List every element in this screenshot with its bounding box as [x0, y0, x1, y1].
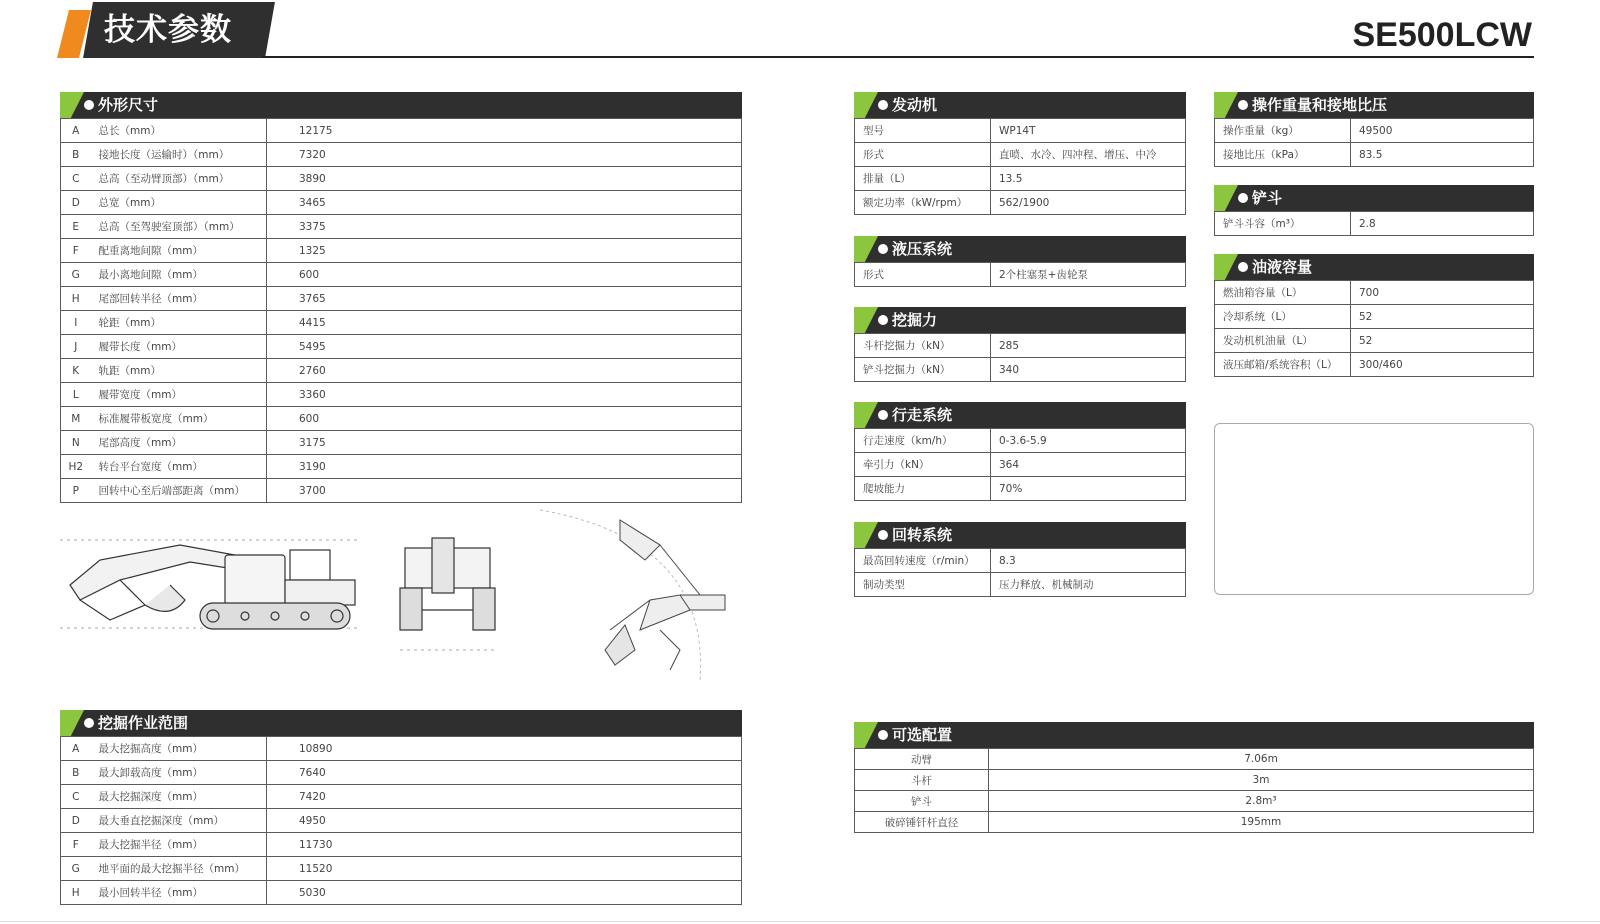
- row-letter: M: [61, 407, 91, 431]
- bullet-icon: [878, 410, 888, 420]
- row-value: 3465: [267, 191, 742, 215]
- row-value: 3375: [267, 215, 742, 239]
- table-row: [61, 359, 742, 383]
- row-letter: L: [61, 383, 91, 407]
- section-title: 操作重量和接地比压: [1252, 96, 1388, 114]
- row-label: 操作重量（kg）: [1215, 119, 1351, 143]
- section-title: 外形尺寸: [98, 96, 159, 114]
- row-label: 回转中心至后端部距离（mm）: [91, 479, 267, 503]
- row-label: 爬坡能力: [855, 477, 991, 501]
- row-label: 接地比压（kPa）: [1215, 143, 1351, 167]
- table-row: [855, 119, 1186, 143]
- row-letter: B: [61, 761, 91, 785]
- row-letter: H2: [61, 455, 91, 479]
- dims-table: [60, 118, 742, 503]
- table-row: [855, 143, 1186, 167]
- table-row: [61, 431, 742, 455]
- row-letter: A: [61, 737, 91, 761]
- bullet-icon: [1238, 262, 1248, 272]
- table-row: [855, 549, 1186, 573]
- row-label: 转台平台宽度（mm）: [91, 455, 267, 479]
- section-header-force: [854, 307, 1186, 333]
- section-accent: [854, 402, 878, 428]
- row-label: 总宽（mm）: [91, 191, 267, 215]
- table-row: [61, 239, 742, 263]
- row-letter: F: [61, 833, 91, 857]
- table-row: [1215, 305, 1534, 329]
- row-label: 行走速度（km/h）: [855, 429, 991, 453]
- row-value: 直喷、水冷、四冲程、增压、中冷: [991, 143, 1186, 167]
- row-value: 3890: [267, 167, 742, 191]
- table-row: [855, 477, 1186, 501]
- bullet-icon: [878, 244, 888, 254]
- empty-panel: [1214, 423, 1534, 595]
- section-title: 挖掘力: [892, 311, 938, 329]
- table-row: [855, 573, 1186, 597]
- row-value: 13.5: [991, 167, 1186, 191]
- bucket-table: [1214, 211, 1534, 236]
- row-label: 型号: [855, 119, 991, 143]
- bullet-icon: [878, 100, 888, 110]
- page-header: [0, 0, 1600, 60]
- bullet-icon: [1238, 193, 1248, 203]
- row-label: 形式: [855, 143, 991, 167]
- weight-table: [1214, 118, 1534, 167]
- row-value: 3360: [267, 383, 742, 407]
- row-value: 364: [991, 453, 1186, 477]
- row-label: 冷却系统（L）: [1215, 305, 1351, 329]
- table-row: [61, 119, 742, 143]
- section-accent: [1214, 92, 1238, 118]
- row-value: 300/460: [1351, 353, 1534, 377]
- bullet-icon: [84, 100, 94, 110]
- row-value: 0-3.6-5.9: [991, 429, 1186, 453]
- row-value: 8.3: [991, 549, 1186, 573]
- row-value: 1325: [267, 239, 742, 263]
- section-title: 挖掘作业范围: [98, 714, 189, 732]
- row-letter: N: [61, 431, 91, 455]
- section-accent: [1214, 254, 1238, 280]
- row-label: 铲斗: [855, 791, 989, 812]
- table-row: [61, 761, 742, 785]
- table-row: [855, 749, 1534, 770]
- table-row: [855, 191, 1186, 215]
- row-value: 600: [267, 407, 742, 431]
- row-value: 70%: [991, 477, 1186, 501]
- table-row: [61, 809, 742, 833]
- engine-table: [854, 118, 1186, 215]
- travel-table: [854, 428, 1186, 501]
- row-label: 地平面的最大挖掘半径（mm）: [91, 857, 267, 881]
- row-value: 4950: [267, 809, 742, 833]
- row-letter: B: [61, 143, 91, 167]
- bullet-icon: [878, 730, 888, 740]
- section-title: 行走系统: [892, 406, 953, 424]
- table-row: [61, 479, 742, 503]
- row-label: 形式: [855, 263, 991, 287]
- row-label: 轨距（mm）: [91, 359, 267, 383]
- row-value: 11730: [267, 833, 742, 857]
- section-accent: [60, 92, 84, 118]
- row-value: 7.06m: [989, 749, 1534, 770]
- row-label: 斗杆挖掘力（kN）: [855, 334, 991, 358]
- range-table: [60, 736, 742, 905]
- row-value: 49500: [1351, 119, 1534, 143]
- table-row: [61, 167, 742, 191]
- section-title: 回转系统: [892, 526, 953, 544]
- section-header-options: [854, 722, 1534, 748]
- section-accent: [854, 92, 878, 118]
- row-label: 液压邮箱/系统容积（L）: [1215, 353, 1351, 377]
- row-label: 破碎锤钎杆直径: [855, 812, 989, 833]
- model-name: SE500LCW: [1352, 16, 1532, 54]
- row-letter: I: [61, 311, 91, 335]
- table-row: [61, 191, 742, 215]
- row-label: 铲斗斗容（m³）: [1215, 212, 1351, 236]
- row-label: 总高（至动臂顶部）（mm）: [91, 167, 267, 191]
- row-value: 3765: [267, 287, 742, 311]
- table-row: [1215, 353, 1534, 377]
- section-header-dims: [60, 92, 742, 118]
- table-row: [1215, 212, 1534, 236]
- table-row: [61, 383, 742, 407]
- row-letter: J: [61, 335, 91, 359]
- row-value: 2.8: [1351, 212, 1534, 236]
- row-label: 最大卸载高度（mm）: [91, 761, 267, 785]
- section-title: 可选配置: [892, 726, 953, 744]
- row-value: 3175: [267, 431, 742, 455]
- table-row: [855, 429, 1186, 453]
- table-row: [61, 833, 742, 857]
- section-header-engine: [854, 92, 1186, 118]
- row-value: 4415: [267, 311, 742, 335]
- row-value: 5030: [267, 881, 742, 905]
- row-label: 排量（L）: [855, 167, 991, 191]
- row-value: 700: [1351, 281, 1534, 305]
- row-label: 履带长度（mm）: [91, 335, 267, 359]
- hydraulic-table: [854, 262, 1186, 287]
- table-row: [1215, 281, 1534, 305]
- section-title: 油液容量: [1252, 258, 1313, 276]
- row-label: 燃油箱容量（L）: [1215, 281, 1351, 305]
- row-label: 接地长度（运输时）（mm）: [91, 143, 267, 167]
- excavator-front-view-icon: [400, 538, 496, 650]
- row-letter: P: [61, 479, 91, 503]
- section-header-travel: [854, 402, 1186, 428]
- row-label: 配重离地间隙（mm）: [91, 239, 267, 263]
- row-letter: D: [61, 191, 91, 215]
- row-value: 285: [991, 334, 1186, 358]
- table-row: [855, 358, 1186, 382]
- row-label: 最大挖掘深度（mm）: [91, 785, 267, 809]
- row-label: 最高回转速度（r/min）: [855, 549, 991, 573]
- section-accent: [1214, 185, 1238, 211]
- row-value: 压力释放、机械制动: [991, 573, 1186, 597]
- table-row: [855, 812, 1534, 833]
- section-header-oil: [1214, 254, 1534, 280]
- table-row: [61, 335, 742, 359]
- section-title: 发动机: [892, 96, 938, 114]
- page-title: 技术参数: [104, 12, 232, 48]
- row-value: 11520: [267, 857, 742, 881]
- table-row: [61, 881, 742, 905]
- row-label: 轮距（mm）: [91, 311, 267, 335]
- row-label: 尾部回转半径（mm）: [91, 287, 267, 311]
- table-row: [855, 334, 1186, 358]
- row-value: 7420: [267, 785, 742, 809]
- table-row: [61, 455, 742, 479]
- section-header-weight: [1214, 92, 1534, 118]
- row-label: 动臂: [855, 749, 989, 770]
- row-label: 铲斗挖掘力（kN）: [855, 358, 991, 382]
- page-bottom-rule: [0, 921, 1600, 922]
- row-value: 10890: [267, 737, 742, 761]
- row-letter: D: [61, 809, 91, 833]
- working-range-diagram-icon: [540, 510, 725, 680]
- header-rule: [262, 56, 1534, 58]
- table-row: [61, 215, 742, 239]
- row-value: 83.5: [1351, 143, 1534, 167]
- options-table: [854, 748, 1534, 833]
- table-row: [61, 143, 742, 167]
- row-value: 7640: [267, 761, 742, 785]
- row-letter: F: [61, 239, 91, 263]
- table-row: [1215, 143, 1534, 167]
- row-label: 总长（mm）: [91, 119, 267, 143]
- row-label: 履带宽度（mm）: [91, 383, 267, 407]
- row-letter: H: [61, 287, 91, 311]
- row-value: 12175: [267, 119, 742, 143]
- section-accent: [854, 722, 878, 748]
- table-row: [61, 311, 742, 335]
- oil-table: [1214, 280, 1534, 377]
- row-letter: H: [61, 881, 91, 905]
- section-accent: [854, 236, 878, 262]
- row-value: 2760: [267, 359, 742, 383]
- section-accent: [60, 710, 84, 736]
- row-value: 52: [1351, 305, 1534, 329]
- row-label: 标准履带板宽度（mm）: [91, 407, 267, 431]
- table-row: [855, 770, 1534, 791]
- table-row: [61, 785, 742, 809]
- row-label: 最大垂直挖掘深度（mm）: [91, 809, 267, 833]
- table-row: [1215, 119, 1534, 143]
- table-row: [61, 737, 742, 761]
- table-row: [855, 453, 1186, 477]
- row-label: 最大挖掘半径（mm）: [91, 833, 267, 857]
- section-title: 铲斗: [1252, 189, 1283, 207]
- swing-table: [854, 548, 1186, 597]
- table-row: [855, 791, 1534, 812]
- row-letter: G: [61, 857, 91, 881]
- row-value: 7320: [267, 143, 742, 167]
- row-value: 195mm: [989, 812, 1534, 833]
- row-value: 3190: [267, 455, 742, 479]
- row-letter: A: [61, 119, 91, 143]
- row-value: 3m: [989, 770, 1534, 791]
- section-accent: [854, 522, 878, 548]
- excavator-drawings: [60, 500, 726, 695]
- row-label: 最大挖掘高度（mm）: [91, 737, 267, 761]
- row-letter: G: [61, 263, 91, 287]
- excavator-side-view-icon: [60, 540, 360, 629]
- section-accent: [854, 307, 878, 333]
- section-title: 液压系统: [892, 240, 953, 258]
- table-row: [61, 857, 742, 881]
- table-row: [1215, 329, 1534, 353]
- row-value: WP14T: [991, 119, 1186, 143]
- table-row: [855, 167, 1186, 191]
- section-header-swing: [854, 522, 1186, 548]
- row-label: 牵引力（kN）: [855, 453, 991, 477]
- section-header-bucket: [1214, 185, 1534, 211]
- table-row: [61, 287, 742, 311]
- force-table: [854, 333, 1186, 382]
- row-value: 3700: [267, 479, 742, 503]
- table-row: [61, 407, 742, 431]
- row-value: 52: [1351, 329, 1534, 353]
- bullet-icon: [878, 530, 888, 540]
- row-value: 2.8m³: [989, 791, 1534, 812]
- row-label: 尾部高度（mm）: [91, 431, 267, 455]
- row-label: 额定功率（kW/rpm）: [855, 191, 991, 215]
- section-header-range: [60, 710, 742, 736]
- row-letter: E: [61, 215, 91, 239]
- table-row: [61, 263, 742, 287]
- row-value: 562/1900: [991, 191, 1186, 215]
- row-label: 制动类型: [855, 573, 991, 597]
- row-label: 斗杆: [855, 770, 989, 791]
- bullet-icon: [878, 315, 888, 325]
- row-label: 发动机机油量（L）: [1215, 329, 1351, 353]
- row-label: 最小离地间隙（mm）: [91, 263, 267, 287]
- row-label: 最小回转半径（mm）: [91, 881, 267, 905]
- row-letter: C: [61, 785, 91, 809]
- bullet-icon: [1238, 100, 1248, 110]
- row-value: 5495: [267, 335, 742, 359]
- section-header-hydraulic: [854, 236, 1186, 262]
- row-label: 总高（至驾驶室顶部）（mm）: [91, 215, 267, 239]
- row-letter: C: [61, 167, 91, 191]
- row-value: 600: [267, 263, 742, 287]
- row-value: 340: [991, 358, 1186, 382]
- row-value: 2个柱塞泵+齿轮泵: [991, 263, 1186, 287]
- table-row: [855, 263, 1186, 287]
- row-letter: K: [61, 359, 91, 383]
- bullet-icon: [84, 718, 94, 728]
